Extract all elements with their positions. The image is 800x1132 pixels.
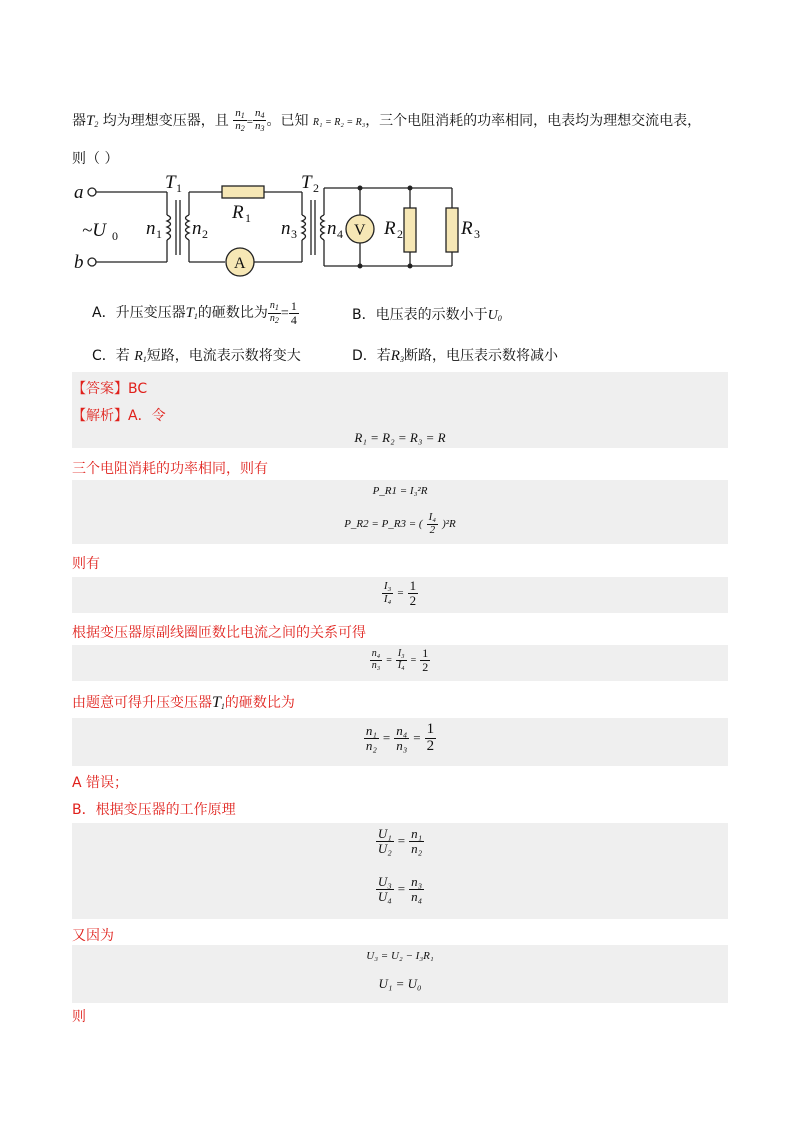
line-power: 三个电阻消耗的功率相同，则有 bbox=[72, 461, 268, 477]
label-r3: R bbox=[461, 218, 473, 239]
label-source: ~U bbox=[82, 220, 107, 241]
eq-pr1: P_R1 = I₃²R bbox=[372, 485, 428, 497]
a-wrong: A 错误； bbox=[72, 775, 129, 791]
option-c: C．若 R1短路，电流表示数将变大 bbox=[92, 348, 301, 364]
eq-t1-ratio: $\frac{\text{n₁}}{\text{n₂}}$ = $\frac{\text{n₄}}{\text{n₃}}$ = $\frac{1}{2}$ bbox=[365, 721, 435, 754]
ratio-lhs: $\frac{n1}{n2}$ bbox=[235, 107, 245, 134]
label-a: a bbox=[74, 182, 84, 203]
analysis-label: 【解析】A．令 bbox=[72, 408, 166, 424]
answer-label: 【答案】BC bbox=[72, 381, 148, 397]
circuit-diagram bbox=[72, 170, 492, 280]
label-n3: n bbox=[281, 218, 291, 239]
t2-symbol: T bbox=[86, 112, 95, 129]
label-source-sub: 0 bbox=[112, 229, 118, 243]
intro-part3: 。已知 bbox=[266, 112, 309, 129]
question-line-2: 则（ ） bbox=[72, 151, 119, 167]
label-r2-sub: 2 bbox=[397, 227, 403, 241]
label-n1-sub: 1 bbox=[156, 227, 162, 241]
ratio-rhs: $\frac{n4}{n3}$ bbox=[254, 107, 265, 134]
label-voltmeter: V bbox=[354, 222, 366, 239]
eq-pr2-pr3: P_R2 = P_R3 = ( $\frac{\text{I₄}}{2}$ )²R bbox=[344, 511, 456, 536]
label-n4-sub: 4 bbox=[337, 227, 343, 241]
option-b: B．电压表的示数小于U0 bbox=[352, 307, 502, 323]
eq-u3-u4: $\frac{\text{U₃}}{\text{U₄}}$ = $\frac{\text{n₃}}{\text{n₄}}$ bbox=[377, 874, 423, 904]
label-r3-sub: 3 bbox=[474, 227, 480, 241]
terminal-a bbox=[88, 188, 96, 196]
t2-sub: 2 bbox=[94, 119, 99, 129]
question-line-1: 器T2 均为理想变压器，且 $\frac{n1}{n2}$ = $\frac{n4}{n3}$ 。已知 R₁ = R₂ = R₃，三个电阻消耗的功率相同，电表均为理想交流电表， bbox=[72, 107, 702, 134]
intro-part2: 均为理想变压器，且 bbox=[98, 112, 229, 129]
label-t1-sub: 1 bbox=[176, 181, 182, 195]
r1-resistor bbox=[222, 186, 264, 198]
intro-part4: ，三个电阻消耗的功率相同，电表均为理想交流电表， bbox=[365, 112, 702, 129]
label-n1: n bbox=[146, 218, 156, 239]
label-n3-sub: 3 bbox=[291, 227, 297, 241]
label-t2: T bbox=[301, 172, 312, 193]
t2-primary-coil bbox=[302, 215, 306, 240]
r3-resistor bbox=[446, 208, 458, 252]
line-relation: 根据变压器原副线圈匝数比电流之间的关系可得 bbox=[72, 625, 366, 641]
label-r1: R bbox=[232, 202, 244, 223]
given-equation: R₁ = R₂ = R₃ bbox=[312, 116, 366, 128]
label-r1-sub: 1 bbox=[245, 211, 251, 225]
label-ammeter: A bbox=[234, 255, 246, 272]
eq-turns-current: $\frac{\text{n₄}}{\text{n₃}}$ = $\frac{\text{I₃}}{\text{I₄}}$ = $\frac{1}{2}$ bbox=[371, 646, 429, 674]
eq-u1: U₁ = U₀ bbox=[378, 976, 422, 991]
b-line: B．根据变压器的工作原理 bbox=[72, 802, 236, 818]
line-last: 则 bbox=[72, 1009, 86, 1025]
terminal-b bbox=[88, 258, 96, 266]
line-then: 则有 bbox=[72, 556, 100, 572]
label-n2: n bbox=[192, 218, 202, 239]
label-n2-sub: 2 bbox=[202, 227, 208, 241]
label-n4: n bbox=[327, 218, 337, 239]
line-ratio: 由题意可得升压变压器T1的砸数比为 bbox=[72, 694, 295, 711]
r2-resistor bbox=[404, 208, 416, 252]
eq-r-equal: R₁ = R₂ = R₃ = R bbox=[354, 430, 446, 445]
t1-primary-coil bbox=[167, 215, 171, 240]
label-r2: R bbox=[384, 218, 396, 239]
label-t2-sub: 2 bbox=[313, 181, 319, 195]
t1-secondary-coil bbox=[186, 215, 190, 240]
t2-secondary-coil bbox=[321, 215, 325, 240]
intro-part1: 器 bbox=[72, 112, 86, 129]
eq-current-ratio: $\frac{\text{I₃}}{\text{I₄}}$ = $\frac{1}{2}$ bbox=[383, 578, 417, 608]
eq-u1-u2: $\frac{\text{U₁}}{\text{U₂}}$ = $\frac{\text{n₁}}{\text{n₂}}$ bbox=[377, 826, 423, 856]
option-a: A．升压变压器T1的砸数比为 $\frac{n_1}{n_2}$ = $\frac{1}{4}$ bbox=[92, 299, 297, 327]
line-also: 又因为 bbox=[72, 928, 114, 944]
option-d: D．若R3断路，电压表示数将减小 bbox=[352, 348, 558, 364]
label-b: b bbox=[74, 252, 84, 273]
label-t1: T bbox=[165, 172, 176, 193]
eq-u3: U₃ = U₂ − I₃R₁ bbox=[366, 950, 434, 962]
